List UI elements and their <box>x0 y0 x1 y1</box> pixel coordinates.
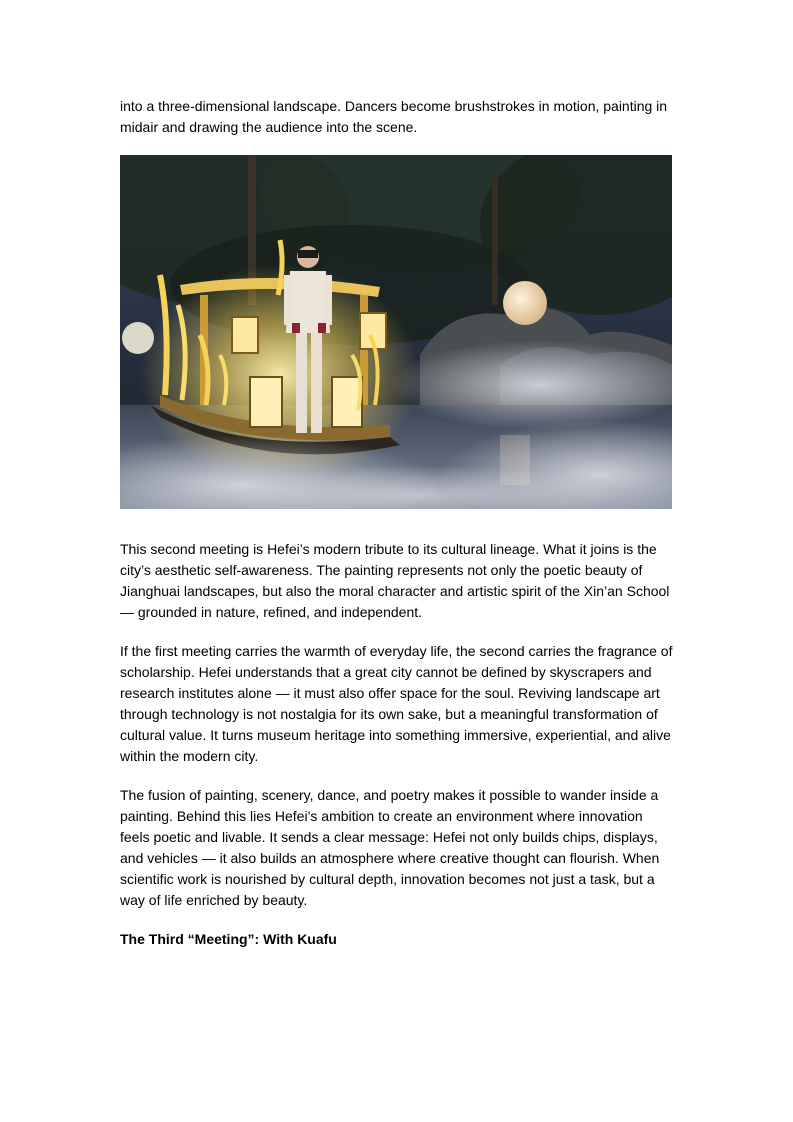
body-paragraph-2: If the first meeting carries the warmth of everyday life, the second carries the fragrance of scholarship. Hefei understands that a great city cannot be defined by skyscrapers and research institutes alone — it must also offer space for the soul. Reviving landscape art through technology is not nostalgia for its own sake, but a meaningful transformation of cultural value. It turns museum heritage into something immersive, experiential, and alive within the modern city. <box>120 643 673 764</box>
body-paragraph-1: This second meeting is Hefei’s modern tribute to its cultural lineage. What it joins is the city’s aesthetic self-awareness. The painting represents not only the poetic beauty of Jianghuai landscapes, but also the moral character and artistic spirit of the Xin’an School — grounded in nature, refined, and independent. <box>120 541 670 620</box>
section-heading: The Third “Meeting”: With Kuafu <box>120 931 337 947</box>
intro-paragraph: into a three-dimensional landscape. Dancers become brushstrokes in motion, painting in midair and drawing the audience into the scene. <box>120 98 668 135</box>
body-paragraph-3: The fusion of painting, scenery, dance, and poetry makes it possible to wander inside a painting. Behind this lies Hefei’s ambition to create an environment where innovation feels poetic and livable. It sends a clear message: Hefei not only builds chips, displays, and vehicles — it also builds an atmosphere where creative thought can flourish. When scientific work is nourished by cultural depth, innovation becomes not just a task, but a way of life enriched by beauty. <box>120 787 660 908</box>
document-page <box>120 96 673 950</box>
photo-illustration <box>120 155 672 509</box>
boat-performance-photo <box>120 155 672 509</box>
